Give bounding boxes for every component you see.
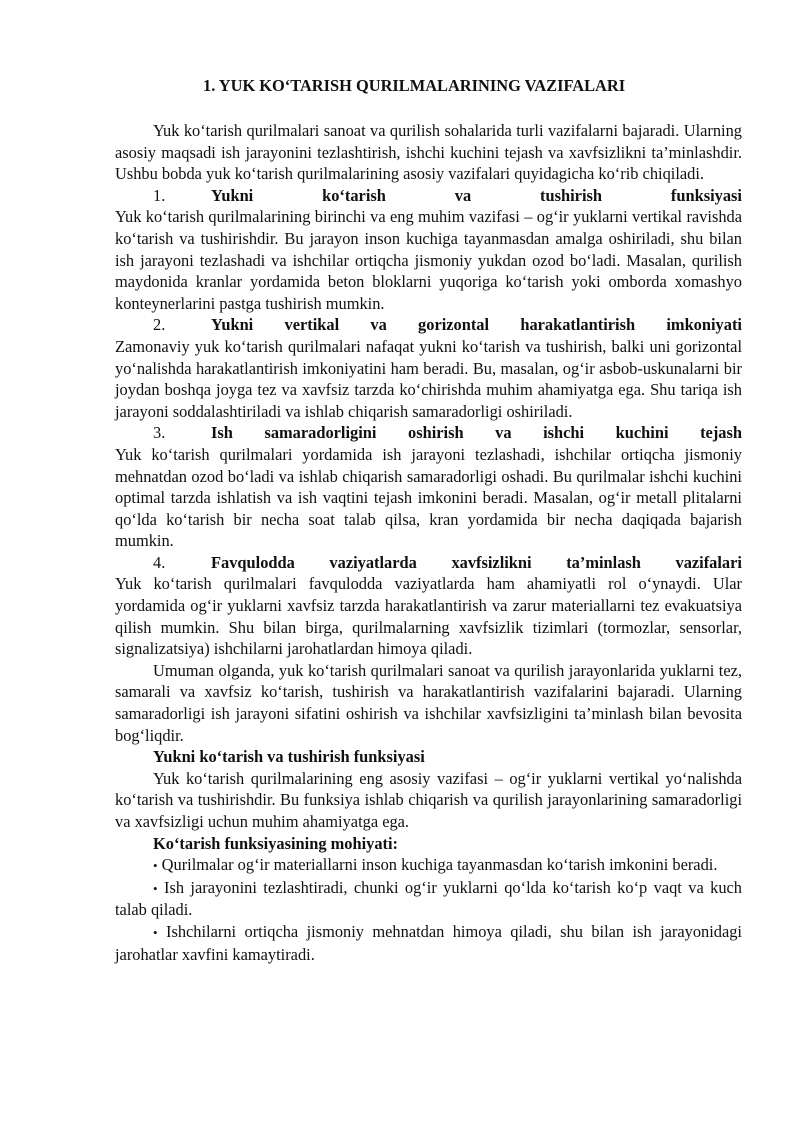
- section-body-1: Yuk ko‘tarish qurilmalarining birinchi va eng muhim vazifasi – og‘ir yuklarni vertikal ravishda ko‘tarish va tushirishdir. Bu jarayon inson kuchiga tayanmasdan amalga oshiriladi, shu bilan ish jarayoni tezlashadi va ishchilar ortiqcha jismoniy yukdan ozod bo‘ladi. Masalan, qurilish maydonida kranlar yordamida beton bloklarni yuqoriga ko‘tarish yoki omborda xomashyo konteynerlarini pastga tushirish mumkin.: [115, 207, 742, 313]
- section-body-4: Yuk ko‘tarish qurilmalari favqulodda vaziyatlarda ham ahamiyatli rol o‘ynaydi. Ular yordamida og‘ir yuklarni xavfsiz tarzda harakatlantirish va zarur materiallarni tez evakuatsiya qilish mumkin. Shu bilan birga, qurilmalarning xavfsizlik tizimlari (tormozlar, sensorlar, signalizatsiya) ishchilarni jarohatlardan himoya qiladi.: [115, 574, 742, 659]
- list-item: [115, 854, 742, 877]
- heading-word: Yukni: [211, 185, 254, 205]
- list-item-text: Qurilmalar og‘ir materiallarni inson kuchiga tayanmasdan ko‘tarish imkonini beradi.: [161, 855, 718, 875]
- heading-word: Ish: [211, 423, 233, 443]
- essence-title: Ko‘tarish funksiyasining mohiyati:: [153, 833, 398, 853]
- document-page: [115, 74, 742, 965]
- subsection-title: Yukni ko‘tarish va tushirish funksiyasi: [153, 747, 425, 767]
- heading-word: imkoniyati: [666, 315, 742, 335]
- section-heading-3: [115, 422, 742, 444]
- list-item-text: Ish jarayonini tezlashtiradi, chunki og‘ir yuklarni qo‘lda ko‘tarish ko‘p vaqt va kuch talab qiladi.: [115, 877, 742, 920]
- bullet-icon: •: [153, 858, 158, 874]
- section-heading-2: [115, 314, 742, 336]
- heading-word: tushirish: [540, 185, 602, 205]
- subsection-paragraph: Yuk ko‘tarish qurilmalarining eng asosiy vazifasi – og‘ir yuklarni vertikal yo‘nalishda ko‘tarish va tushirishdir. Bu funksiya ishlab chiqarish va qurilish jarayonlarining samaradorligi va xavfsizligi uchun muhim ahamiyatga ega.: [115, 768, 742, 831]
- bullet-icon: •: [153, 924, 158, 940]
- heading-word: samaradorligini: [264, 423, 377, 443]
- heading-word: tejash: [700, 423, 742, 443]
- section-number: 1.: [153, 185, 166, 205]
- intro-paragraph: Yuk ko‘tarish qurilmalari sanoat va qurilish sohalarida turli vazifalarni bajaradi. Ularning asosiy maqsadi ish jarayonini tezlashtirish, ishchi kuchini tejash va xavfsizlikni ta’minlashdir. Ushbu bobda yuk ko‘tarish qurilmalarining asosiy vazifalari quyidagicha ko‘rib chiqiladi.: [115, 121, 742, 184]
- heading-word: va: [495, 423, 512, 443]
- heading-word: vaziyatlarda: [329, 552, 417, 572]
- section-heading-1: [115, 185, 742, 207]
- section-body-3: Yuk ko‘tarish qurilmalari yordamida ish jarayoni tezlashadi, ishchilar ortiqcha jismoniy mehnatdan ozod bo‘ladi va ishlab chiqarish samaradorligi oshadi. Bu qurilmalar ishchi kuchini optimal tarzda ishlatish va ish vaqtini tejash imkonini beradi. Masalan, og‘ir metall plitalarni qo‘lda ko‘tarish bir necha soat talab qilsa, kran yordamida bir necha daqiqada bajarish mumkin.: [115, 444, 742, 551]
- heading-word: ishchi: [543, 423, 585, 443]
- section-body-2: Zamonaviy yuk ko‘tarish qurilmalari nafaqat yukni ko‘tarish va tushirish, balki uni gorizontal yo‘nalishda harakatlantirish imkoniyatini ham beradi. Bu, masalan, og‘ir asbob-uskunalarni bir joydan boshqa joyga tez va xavfsiz tarzda ko‘chirishda muhim ahamiyatga ega. Shu tariqa ish jarayoni soddalashtiriladi va ishlab chiqarish samaradorligi oshiriladi.: [115, 336, 742, 421]
- section-number: 3.: [153, 423, 166, 443]
- list-item: [115, 921, 742, 965]
- bullet-icon: •: [153, 880, 158, 896]
- heading-word: gorizontal: [418, 315, 490, 335]
- list-item: [115, 877, 742, 921]
- heading-word: vazifalari: [675, 552, 742, 572]
- list-item-text: Ishchilarni ortiqcha jismoniy mehnatdan himoya qiladi, shu bilan ish jarayonidagi jarohatlar xavfini kamaytiradi.: [115, 921, 742, 964]
- heading-word: ta’minlash: [566, 552, 641, 572]
- page-title: 1. YUK KO‘TARISH QURILMALARINING VAZIFALARI: [203, 76, 626, 95]
- section-number: 4.: [153, 552, 166, 572]
- section-heading-4: [115, 552, 742, 574]
- heading-word: Yukni: [211, 315, 254, 335]
- heading-word: va: [454, 185, 472, 205]
- heading-word: kuchini: [615, 423, 669, 443]
- heading-word: va: [370, 315, 387, 335]
- section-number: 2.: [153, 315, 166, 335]
- heading-word: ko‘tarish: [322, 185, 386, 205]
- heading-word: xavfsizlikni: [451, 552, 532, 572]
- heading-word: oshirish: [408, 423, 464, 443]
- heading-word: funksiyasi: [670, 185, 742, 205]
- heading-word: Favqulodda: [211, 552, 295, 572]
- conclusion-paragraph: Umuman olganda, yuk ko‘tarish qurilmalari sanoat va qurilish jarayonlarida yuklarni tez, samarali va xavfsiz ko‘tarish, tushirish va harakatlantirish vazifalarini bajaradi. Ularning samaradorligi ish jarayoni sifatini oshirish va ishchilar xavfsizligini ta’minlash bilan bevosita bog‘liqdir.: [115, 660, 742, 745]
- heading-word: vertikal: [284, 315, 340, 335]
- heading-word: harakatlantirish: [520, 315, 636, 335]
